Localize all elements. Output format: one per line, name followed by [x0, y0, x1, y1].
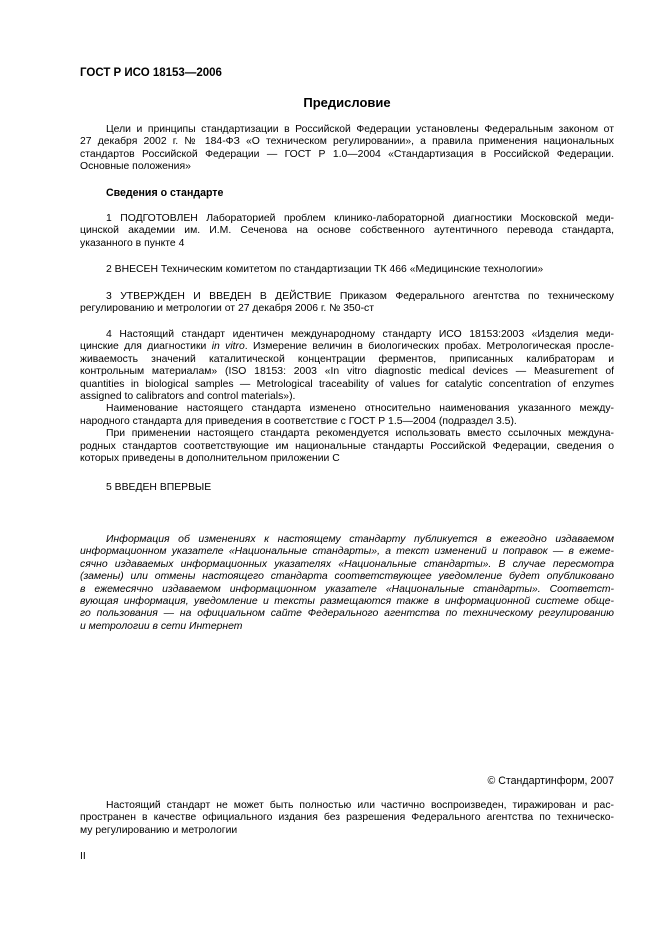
item-5	[80, 482, 614, 494]
text-line: пространен в качестве официального издания без разрешения Федерального агентства по техническо-	[80, 812, 614, 824]
text-line: 27 декабря 2002 г. № 184-ФЗ «О техническом регулировании», а правила применения национальных	[80, 136, 614, 148]
text-line: информационном указателе «Национальные стандарты», а текст изменений и поправок — в ежеме-	[80, 546, 614, 558]
item-2	[80, 264, 614, 276]
text-line: (замены) или отмены настоящего стандарта соответствующее уведомление будет опубликовано	[80, 571, 614, 583]
text-line: му регулированию и метрологии	[80, 824, 238, 836]
text-line: Информация об изменениях к настоящему стандарту публикуется в ежегодно издаваемом	[106, 534, 614, 545]
text-line: го пользования — на официальном сайте Федерального агентства по техническому регулированию	[80, 608, 614, 620]
text-line: народного стандарта для приведения в соответствие с ГОСТ Р 1.5—2004 (подраздел 3.5).	[80, 415, 517, 427]
intro-paragraph	[80, 124, 614, 174]
text-line: контрольным материалам» (ISO 18153: 2003 «In vitro diagnostic medical devices — Measurement of	[80, 366, 614, 378]
italic-term: in vitro	[211, 341, 245, 353]
text-line: 4 Настоящий стандарт идентичен международному стандарту ИСО 18153:2003 «Изделия меди-	[106, 329, 614, 340]
page-title: Предисловие	[303, 95, 391, 110]
text-line	[80, 341, 614, 353]
text-line: сячно издаваемых информационных указателях «Национальные стандарты». В случае пересмотра	[80, 558, 614, 570]
text-line: родных стандартов соответствующие им национальные стандарты Российской Федерации, сведения о	[80, 440, 614, 452]
text-line: Цели и принципы стандартизации в Российской Федерации установлены Федеральным законом от	[106, 124, 614, 135]
text-line: assigned to calibrators and control materials»).	[80, 391, 296, 403]
text-line: вующая информация, уведомление и тексты размещаются также в информационной системе обще-	[80, 596, 614, 608]
item-3	[80, 291, 614, 316]
text-line: 5 ВВЕДЕН ВПЕРВЫЕ	[106, 482, 212, 493]
item-4	[80, 329, 614, 465]
text-line: регулированию и метрологии от 27 декабря 2006 г. № 350-ст	[80, 303, 374, 315]
item-1	[80, 213, 614, 250]
text-line: 1 ПОДГОТОВЛЕН Лабораторией проблем клинико-лабораторной диагностики Московской меди-	[106, 213, 614, 224]
text-line: При применении настоящего стандарта рекомендуется использовать вместо ссылочных междуна-	[106, 428, 614, 440]
text-line: 3 УТВЕРЖДЕН И ВВЕДЕН В ДЕЙСТВИЕ Приказом Федерального агентства по техническому	[106, 291, 614, 302]
footer-note	[80, 800, 614, 837]
text-line: в ежемесячно издаваемом информационном указателе «Национальные стандарты». Соответст-	[80, 583, 614, 595]
text-fragment: цинские для диагностики	[80, 341, 212, 353]
text-line: живаемость значений каталитической концентрации ферментов, приписанных калибраторам и	[80, 353, 614, 365]
text-line: Наименование настоящего стандарта изменено относительно наименования указанного между-	[106, 403, 614, 415]
document-code: ГОСТ Р ИСО 18153—2006	[80, 67, 222, 79]
text-line: 2 ВНЕСЕН Техническим комитетом по стандартизации ТК 466 «Медицинские технологии»	[106, 264, 544, 275]
page-number: II	[80, 851, 86, 862]
text-line: Настоящий стандарт не может быть полностью или частично воспроизведен, тиражирован и рас-	[106, 800, 614, 811]
text-line: Основные положения»	[80, 161, 191, 173]
text-fragment: . Измерение величин в биологических пробах. Метрологическая просле-	[244, 341, 615, 353]
text-line: цинской академии им. И.М. Сеченова на основе собственного аутентичного перевода стандарта,	[80, 225, 614, 237]
notice-paragraph	[80, 534, 614, 633]
section-title: Сведения о стандарте	[106, 187, 224, 199]
text-line: и метрологии в сети Интернет	[80, 620, 243, 632]
text-line: стандартов Российской Федерации — ГОСТ Р 1.0—2004 «Стандартизация в Российской Федерации.	[80, 148, 614, 160]
text-line: которых приведены в дополнительном приложении С	[80, 453, 340, 465]
text-line: указанного в пункте 4	[80, 237, 185, 249]
copyright: © Стандартинформ, 2007	[487, 775, 614, 787]
text-line: quantities in biological samples — Metrological traceability of values for catalytic concentration of enzymes	[80, 378, 614, 390]
